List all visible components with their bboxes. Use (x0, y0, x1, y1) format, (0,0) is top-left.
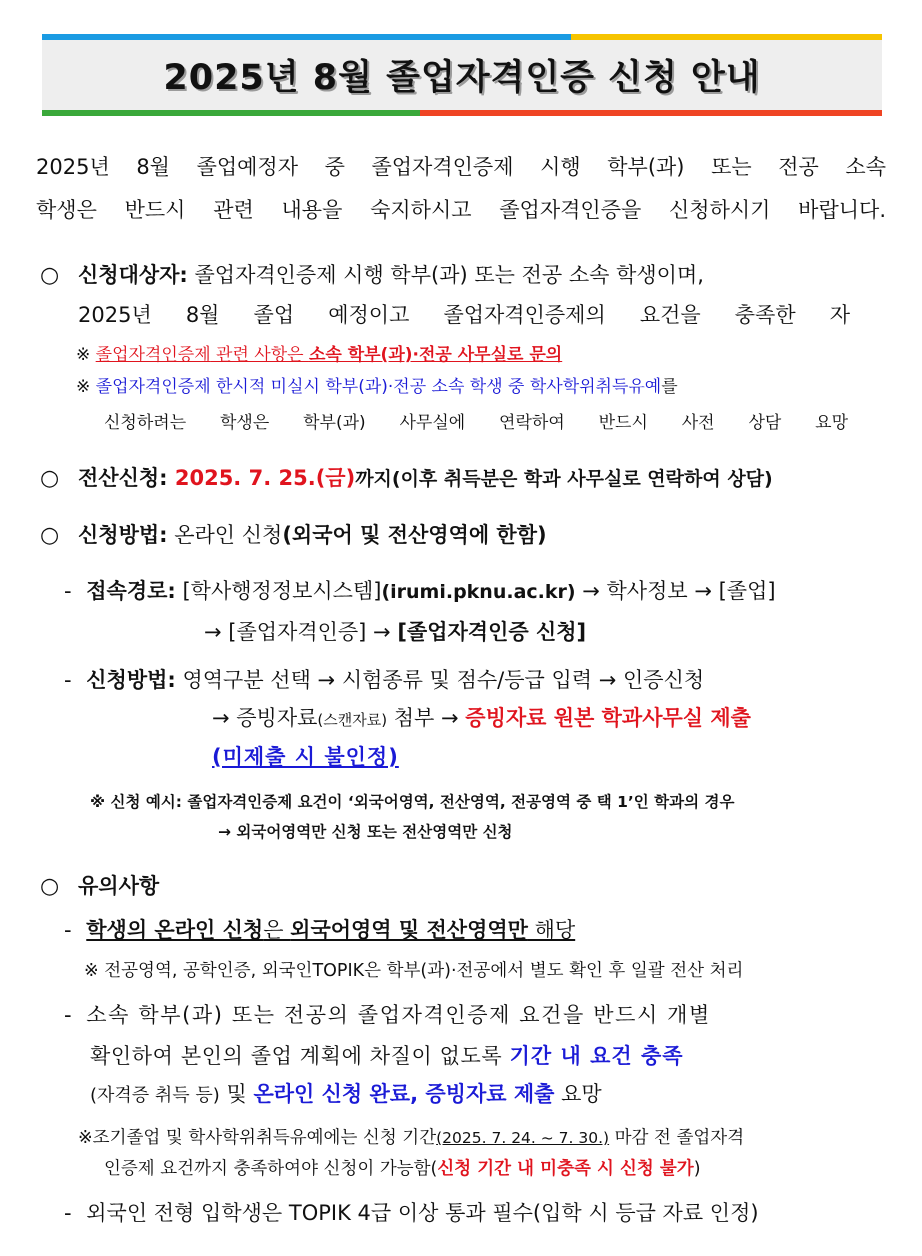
caution-note-2-line-2 (104, 1155, 701, 1183)
caution-item-2-line-1: 소속 학부(과) 또는 전공의 졸업자격인증제 요건을 반드시 개별 (86, 1003, 711, 1027)
apply-line-2-b: 첨부 → (387, 706, 466, 730)
caution-note-2-line-2-b: 신청 기간 내 미충족 시 신청 불가 (437, 1159, 694, 1179)
note-mark-icon: ※ (78, 1128, 93, 1148)
caution-item-1-d: 해당 (527, 918, 576, 942)
circle-bullet-icon: ○ (40, 466, 60, 491)
caution-item-2 (64, 999, 886, 1031)
target-note-2-a: 졸업자격인증제 한시적 미실시 학부(과)·전공 소속 학생 중 학사학위취득유예 (95, 377, 662, 397)
note-mark-icon: ※ (76, 345, 91, 365)
section-period (40, 462, 773, 495)
dash-marker: - (64, 1201, 72, 1225)
caution-note-2-line-1-a: 조기졸업 및 학사학위취득유예에는 신청 기간 (92, 1128, 437, 1148)
caution-item-3-text: 외국인 전형 입학생은 TOPIK 4급 이상 통과 필수(입학 시 등급 자료 인정) (86, 1201, 759, 1225)
target-note-1-a: 졸업자격인증제 (95, 345, 211, 365)
target-line-2: 2025년 8월 졸업 예정이고 졸업자격인증제의 요건을 충족한 자 (78, 303, 850, 327)
caution-note-2-line-1-b: (2025. 7. 24. ~ 7. 30.) (436, 1129, 610, 1147)
caution-item-2-line-3 (90, 1078, 602, 1112)
apply-line-1-text: 영역구분 선택 → 시험종류 및 점수/등급 입력 → 인증신청 (175, 668, 705, 692)
dash-marker: - (64, 579, 72, 603)
banner-body (42, 40, 882, 110)
target-note-1-b: 관련 사항은 (210, 345, 309, 365)
period-date: 2025. 7. 25.(금) (167, 466, 356, 490)
circle-bullet-icon: ○ (40, 523, 60, 548)
method-plain: 온라인 신청 (167, 523, 283, 547)
caution-note-2-line-2-c: ) (693, 1159, 701, 1179)
access-label: 접속경로: (86, 579, 176, 603)
target-note-1-c: 소속 학부(과)·전공 사무실로 문의 (308, 345, 563, 365)
banner-top-stripe (42, 34, 882, 40)
access-path-2: → 학사정보 → [졸업] (575, 579, 776, 603)
section-target (40, 259, 886, 292)
caution-note-2-line-2-a: 인증제 요건까지 충족하여야 신청이 가능함( (104, 1159, 438, 1179)
dash-marker: - (64, 918, 72, 942)
section-caution (40, 870, 159, 903)
apply-example-2: → 외국어영역만 신청 또는 전산영역만 신청 (218, 823, 513, 841)
target-label: 신청대상자: (78, 263, 188, 287)
caution-item-2-line-3-d: 요망 (554, 1082, 602, 1106)
period-rest: 까지(이후 취득분은 학과 사무실로 연락하여 상담) (355, 468, 773, 490)
apply-line-2-a: → 증빙자료 (212, 706, 318, 730)
caution-item-1-a: 학생의 온라인 신청 (86, 918, 264, 942)
apply-line-3: (미제출 시 불인정) (212, 745, 399, 769)
caution-item-3 (64, 1197, 759, 1229)
apply-label: 신청방법: (86, 668, 176, 692)
caution-note-1-text: 전공영역, 공학인증, 외국인TOPIK은 학부(과)·전공에서 별도 확인 후 일괄 전산 처리 (104, 961, 744, 981)
circle-bullet-icon: ○ (40, 263, 60, 288)
caution-item-2-line-2 (90, 1040, 684, 1072)
target-line-1: 졸업자격인증제 시행 학부(과) 또는 전공 소속 학생이며, (187, 263, 704, 287)
page-title: 2025년 8월 졸업자격인증 신청 안내 (163, 58, 761, 98)
caution-note-2-line-1-c: 마감 전 졸업자격 (609, 1128, 745, 1148)
caution-item-1 (64, 914, 575, 946)
intro-line-1: 2025년 8월 졸업예정자 중 졸업자격인증제 시행 학부(과) 또는 전공 소속 (36, 155, 886, 179)
access-line-2 (204, 616, 586, 648)
apply-line-2-red: 증빙자료 원본 학과사무실 제출 (465, 706, 751, 730)
access-line-2-a: → [졸업자격인증] → (204, 620, 398, 644)
dash-marker: - (64, 1003, 72, 1027)
caution-item-1-c: 외국어영역 및 전산영역만 (290, 918, 528, 942)
intro-line-2: 학생은 반드시 관련 내용을 숙지하시고 졸업자격인증을 신청하시기 바랍니다. (36, 198, 886, 222)
apply-example-1-text: 신청 예시: 졸업자격인증제 요건이 ‘외국어영역, 전산영역, 전공영역 중 택 1’인 학과의 경우 (110, 793, 735, 811)
note-mark-icon: ※ (90, 793, 106, 811)
target-note-2 (76, 373, 678, 401)
period-label: 전산신청: (78, 466, 168, 490)
target-note-1 (76, 341, 562, 369)
caution-item-2-line-3-b: 및 (219, 1082, 254, 1106)
caution-item-2-line-3-c: 온라인 신청 완료, 증빙자료 제출 (253, 1082, 555, 1106)
circle-bullet-icon: ○ (40, 874, 60, 899)
note-mark-icon: ※ (84, 961, 99, 981)
access-url: (irumi.pknu.ac.kr) (381, 581, 576, 603)
apply-line-1 (64, 664, 704, 696)
access-line-1 (64, 575, 776, 608)
banner-bottom-stripe (42, 110, 882, 116)
target-note-2-b: 를 (661, 377, 678, 397)
access-path-1: [학사행정정보시스템] (175, 579, 382, 603)
target-note-2-c: 신청하려는 학생은 학부(과) 사무실에 연락하여 반드시 사전 상담 요망 (104, 413, 848, 433)
caution-item-2-line-3-a: (자격증 취득 등) (90, 1085, 220, 1106)
caution-item-1-b: 은 (263, 918, 291, 942)
access-line-2-b: [졸업자격인증 신청] (397, 620, 587, 644)
caution-note-2-line-1 (78, 1124, 744, 1152)
method-bold: (외국어 및 전산영역에 한함) (282, 523, 547, 547)
apply-line-2-small: (스캔자료) (317, 711, 388, 729)
title-banner (42, 34, 882, 116)
caution-item-2-line-2-b: 기간 내 요건 충족 (509, 1044, 684, 1068)
section-method (40, 519, 547, 552)
apply-example-1 (90, 790, 734, 812)
apply-line-2 (212, 702, 751, 736)
method-label: 신청방법: (78, 523, 168, 547)
dash-marker: - (64, 668, 72, 692)
caution-item-2-line-2-a: 확인하여 본인의 졸업 계획에 차질이 없도록 (90, 1044, 510, 1068)
caution-label: 유의사항 (78, 874, 160, 898)
caution-note-1 (84, 957, 743, 985)
note-mark-icon: ※ (76, 377, 91, 397)
